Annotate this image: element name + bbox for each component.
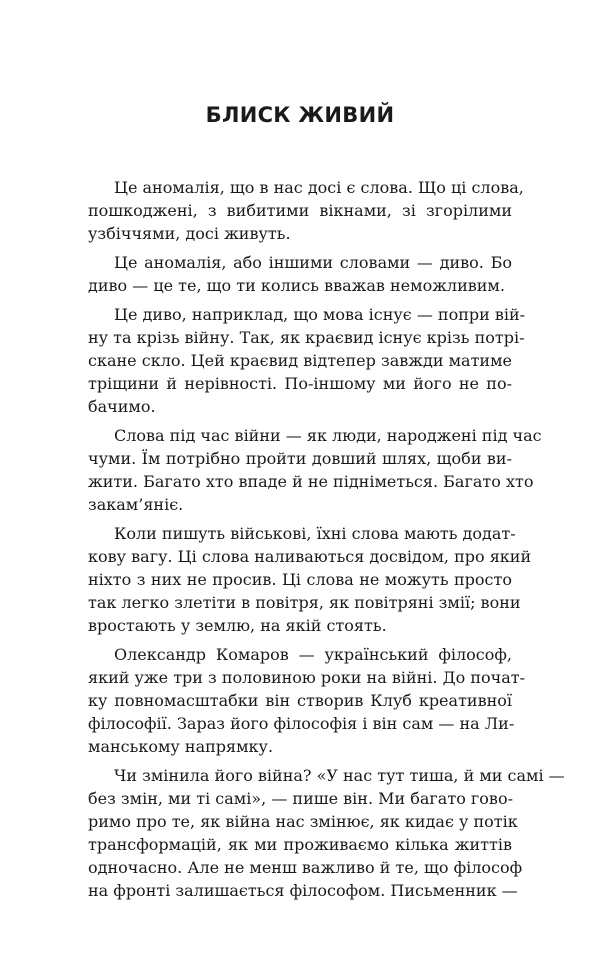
text-line: філософії. Зараз його філософія і він сам — на Ли- xyxy=(88,714,515,734)
text-line: закам’яніє. xyxy=(88,495,184,515)
text-line: тріщини й нерівності. По-іншому ми його не по- xyxy=(88,374,512,394)
text-line: пошкоджені, з вибитими вікнами, зі згорілими xyxy=(88,200,512,220)
text-line: скане скло. Цей краєвид відтепер завжди матиме xyxy=(88,351,512,371)
text-line: без змін, ми ті самі», — пише він. Ми багато гово- xyxy=(88,789,513,809)
text-line: ну та крізь війну. Так, як краєвид існує крізь потрі- xyxy=(88,328,525,348)
text-line: який уже три з половиною роки на війні. До почат- xyxy=(88,668,525,688)
text-line: кову вагу. Ці слова наливаються досвідом, про який xyxy=(88,547,532,567)
paragraph xyxy=(88,425,542,517)
paragraph xyxy=(88,304,526,418)
paragraph xyxy=(88,252,512,298)
text-line: диво — це те, що ти колись вважав неможливим. xyxy=(88,276,505,296)
paragraph xyxy=(88,644,525,758)
text-line: жити. Багато хто впаде й не підніметься. Багато хто xyxy=(88,472,534,492)
text-line: одночасно. Але не менш важливо й те, що філософ xyxy=(88,857,523,877)
text-line: на фронті залишається філософом. Письменник — xyxy=(88,880,518,900)
chapter-title: БЛИСК ЖИВИЙ xyxy=(205,103,395,127)
chapter-body xyxy=(88,177,565,909)
text-line: ніхто з них не просив. Ці слова не можуть просто xyxy=(88,570,512,590)
text-line: Олександр Комаров — український філософ, xyxy=(114,645,512,665)
text-line: ку повномасштабки він створив Клуб креативної xyxy=(88,691,512,711)
text-line: узбіччями, досі живуть. xyxy=(88,223,291,243)
text-line: манському напрямку. xyxy=(88,736,274,756)
text-line: чуми. Їм потрібно пройти довший шлях, щоби ви- xyxy=(88,449,512,469)
text-line: Це аномалія, або іншими словами — диво. Бо xyxy=(114,253,512,273)
text-line: римо про те, як війна нас змінює, як кидає у потік xyxy=(88,812,518,832)
text-line: так легко злетіти в повітря, як повітряні змії; вони xyxy=(88,593,521,613)
paragraph xyxy=(88,765,565,902)
text-line: Коли пишуть військові, їхні слова мають додат- xyxy=(114,524,516,544)
text-line: бачимо. xyxy=(88,397,156,417)
text-line: вростають у землю, на якій стоять. xyxy=(88,616,387,636)
text-line: Слова під час війни — як люди, народжені під час xyxy=(114,426,542,446)
text-line: Це аномалія, що в нас досі є слова. Що ці слова, xyxy=(114,178,524,197)
text-line: трансформацій, як ми проживаємо кілька життів xyxy=(88,835,512,855)
text-line: Це диво, наприклад, що мова існує — попри вій- xyxy=(114,305,526,325)
paragraph xyxy=(88,523,532,637)
paragraph xyxy=(88,177,524,246)
text-line: Чи змінила його війна? «У нас тут тиша, й ми самі — xyxy=(114,766,565,786)
